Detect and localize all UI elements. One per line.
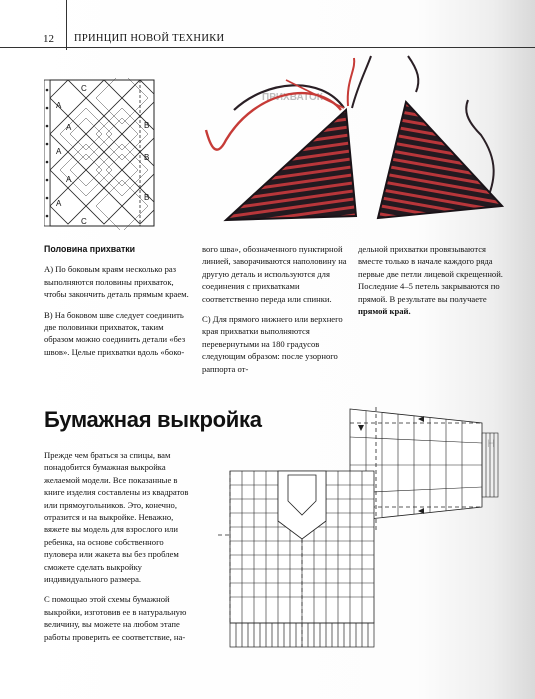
header-rule [0,47,535,48]
paragraph-a: A) По боковым краям несколько раз выполняются половины прихваток, чтобы закончить деталь прямым краем. [44,264,189,300]
show-through-title: ПРИХВАТОК [262,92,323,103]
text-column-4 [44,449,192,651]
page-number: 12 [43,33,54,45]
diagram-label-b1: B [144,121,150,130]
diagram-label-b2: B [144,153,150,162]
diagram-label-c-bottom: C [81,217,87,226]
paragraph-c-text: дельной прихватки провязываются вместе только в начале каждого ряда первые две петли лицевой скрещенной. Последние 4–5 петель закрываются по прямой. В результате вы получаете [358,244,503,304]
diagram-label-a4: A [66,175,72,184]
diagram-label-a5: A [56,199,62,208]
text-column-1 [44,243,192,366]
running-title: ПРИНЦИП НОВОЙ ТЕХНИКИ [74,33,225,44]
header-divider [66,0,67,50]
subtitle-half-potholder: Половина прихватки [44,244,136,254]
diagram-label-b3: B [144,193,150,202]
text-column-3 [358,243,504,325]
paragraph-b: B) На боковом шве следует соединить две половинки прихваток, таким образом можно соединить детали «без швов». Целые прихватки вдоль «боко- [44,309,186,357]
paragraph-c-bold-text: прямой край. [358,306,411,317]
diagram-label-a1: A [56,101,62,110]
diagram-label-a2: A [66,123,72,132]
section-title: Бумажная выкройка [44,407,262,432]
potholder-diagram [44,78,166,230]
diagram-label-a3: A [56,147,62,156]
paragraph-b-continued: вого шва», обозначенного пунктирной линией, заворачиваются наполовину на другую деталь и используются для соединения с прихватками соответственно переда или спинки. [202,244,347,304]
paragraph-paper-pattern-1: Прежде чем браться за спицы, вам понадобится бумажная выкройка желаемой модели. Все показанные в книге изделия составлены из квадратов или прямоугольников. Это, конечно, отразится и на выкройке. Неважно, вяжете вы модель для взрослого или ребенка, на основе собственного пуловера или жакета вы без проблем сможете сделать выкройку индивидуального размера. [44,450,189,585]
paragraph-c-continued [358,243,504,317]
knitted-triangles-photo [196,50,512,234]
text-column-2 [202,243,350,383]
paragraph-paper-pattern-2: С помощью этой схемы бумажной выкройки, изготовив ее в натуральную величину, вы можете на любом этапе работы проверить ее соответствие, на- [44,594,187,642]
diagram-label-c-top: C [81,84,87,93]
show-through-label: H [487,438,495,450]
paper-pattern-schematic [196,405,502,651]
paragraph-c: C) Для прямого нижнего или верхнего края прихватки выполняются перевернутыми на 180 градусов следующим образом: после узорного раппорта от- [202,314,343,374]
